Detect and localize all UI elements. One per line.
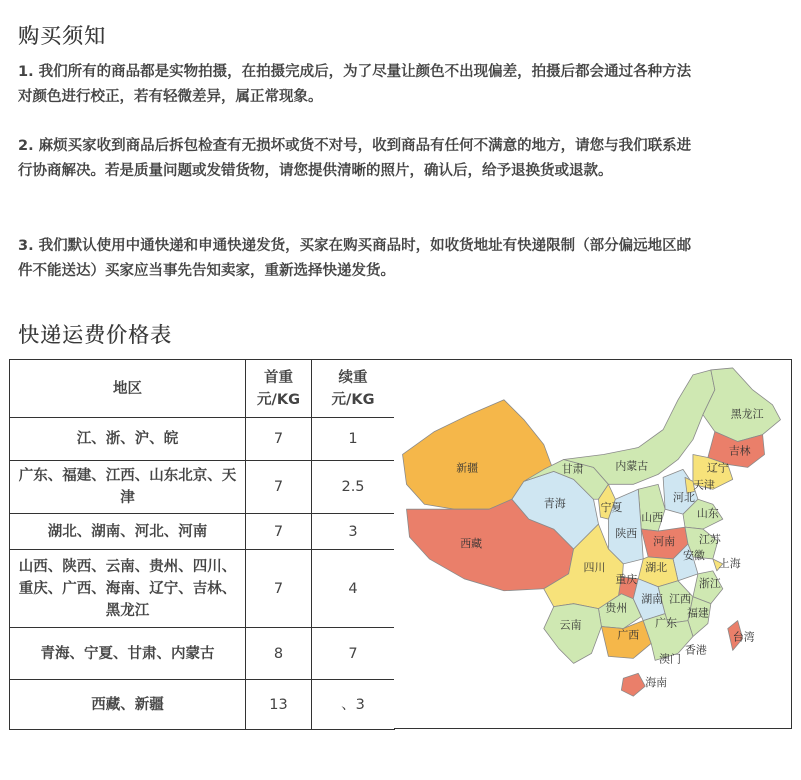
map-label-xizang: 西藏 bbox=[460, 536, 483, 550]
map-label-jiangxi: 江西 bbox=[669, 592, 691, 606]
row-extra-weight: 1 bbox=[312, 418, 395, 461]
map-label-hunan: 湖南 bbox=[641, 592, 664, 606]
row-region: 江、浙、沪、皖 bbox=[10, 418, 246, 461]
map-label-zhejiang: 浙江 bbox=[698, 576, 721, 590]
region-hainan bbox=[621, 673, 645, 696]
header-extra-weight-line1: 续重 bbox=[338, 369, 368, 386]
row-first-weight: 7 bbox=[246, 418, 312, 461]
map-label-xianggang: 香港 bbox=[684, 643, 707, 657]
freight-table-title: 快递运费价格表 bbox=[18, 323, 172, 347]
map-label-gansu: 甘肃 bbox=[561, 462, 584, 476]
map-label-shanghai: 上海 bbox=[718, 556, 741, 570]
freight-price-table bbox=[9, 359, 395, 730]
header-extra-weight bbox=[312, 360, 395, 418]
map-label-tianjin: 天津 bbox=[692, 478, 715, 492]
row-extra-weight: 4 bbox=[312, 550, 395, 628]
china-map-svg bbox=[394, 360, 791, 728]
header-extra-weight-line2: 元/KG bbox=[331, 391, 375, 408]
map-label-liaoning: 辽宁 bbox=[706, 461, 729, 475]
map-label-shaanxi: 陕西 bbox=[615, 527, 638, 541]
row-extra-weight: 7 bbox=[312, 628, 395, 680]
header-first-weight-line2: 元/KG bbox=[257, 391, 300, 408]
map-label-yunnan: 云南 bbox=[559, 618, 582, 632]
table-row bbox=[10, 461, 395, 514]
table-row bbox=[10, 550, 395, 628]
notice-paragraph-1: 1. 我们所有的商品都是实物拍摄，在拍摄完成后，为了尽量让颜色不出现偏差，拍摄后都会通过各种方法对颜色进行校正，若有轻微差异，属正常现象。 bbox=[18, 64, 692, 105]
row-region: 青海、宁夏、甘肃、内蒙古 bbox=[10, 628, 246, 680]
map-label-guizhou: 贵州 bbox=[605, 601, 628, 615]
map-label-shanxi: 山西 bbox=[641, 511, 664, 525]
map-label-anhui: 安徽 bbox=[683, 548, 705, 562]
notice-paragraph-2: 2. 麻烦买家收到商品后拆包检查有无损坏或货不对号，收到商品有任何不满意的地方，请您与我们联系进行协商解决。若是质量问题或发错货物，请您提供清晰的照片，确认后，给予退换货或退款。 bbox=[18, 138, 692, 179]
map-label-guangxi: 广西 bbox=[617, 628, 640, 642]
row-extra-weight: 、3 bbox=[312, 680, 395, 730]
row-first-weight: 7 bbox=[246, 550, 312, 628]
row-region: 广东、福建、江西、山东北京、天津 bbox=[10, 461, 246, 514]
row-region: 西藏、新疆 bbox=[10, 680, 246, 730]
map-label-guangdong: 广东 bbox=[655, 616, 678, 630]
map-label-hubei: 湖北 bbox=[645, 560, 668, 574]
header-first-weight bbox=[246, 360, 312, 418]
map-label-xinjiang: 新疆 bbox=[456, 461, 479, 475]
row-region: 湖北、湖南、河北、河南 bbox=[10, 514, 246, 550]
row-region: 山西、陕西、云南、贵州、四川、重庆、广西、海南、辽宁、吉林、黑龙江 bbox=[10, 550, 246, 628]
row-first-weight: 7 bbox=[246, 461, 312, 514]
map-label-heilongjiang: 黑龙江 bbox=[730, 407, 764, 421]
map-label-henan: 河南 bbox=[653, 534, 676, 548]
table-row bbox=[10, 680, 395, 730]
table-row bbox=[10, 628, 395, 680]
map-label-hebei: 河北 bbox=[673, 491, 695, 505]
row-first-weight: 7 bbox=[246, 514, 312, 550]
table-header-row bbox=[10, 360, 395, 418]
map-label-neimenggu: 内蒙古 bbox=[615, 459, 649, 473]
table-row bbox=[10, 418, 395, 461]
map-label-taiwan: 台湾 bbox=[732, 630, 755, 644]
map-label-fujian: 福建 bbox=[686, 606, 709, 620]
region-heilongjiang bbox=[703, 368, 781, 442]
region-yunnan bbox=[544, 604, 602, 664]
notice-title: 购买须知 bbox=[18, 24, 106, 48]
table-row bbox=[10, 514, 395, 550]
map-label-chongqing: 重庆 bbox=[615, 572, 638, 586]
header-region: 地区 bbox=[10, 360, 246, 418]
map-label-jiangsu: 江苏 bbox=[698, 533, 721, 547]
row-extra-weight: 2.5 bbox=[312, 461, 395, 514]
header-first-weight-line1: 首重 bbox=[264, 369, 293, 386]
map-label-qinghai: 青海 bbox=[543, 497, 566, 511]
china-map bbox=[394, 359, 792, 729]
map-label-ningxia: 宁夏 bbox=[600, 501, 623, 515]
map-label-shandong: 山东 bbox=[696, 507, 719, 521]
row-extra-weight: 3 bbox=[312, 514, 395, 550]
map-label-aomen: 澳门 bbox=[659, 652, 682, 666]
map-label-jilin: 吉林 bbox=[728, 444, 751, 458]
map-label-sichuan: 四川 bbox=[583, 560, 606, 574]
notice-paragraph-3: 3. 我们默认使用中通快递和申通快递发货，买家在购买商品时，如收货地址有快递限制（部分偏远地区邮件不能送达）买家应当事先告知卖家，重新选择快递发货。 bbox=[18, 238, 692, 279]
row-first-weight: 8 bbox=[246, 628, 312, 680]
row-first-weight: 13 bbox=[246, 680, 312, 730]
map-label-hainan: 海南 bbox=[645, 676, 668, 690]
